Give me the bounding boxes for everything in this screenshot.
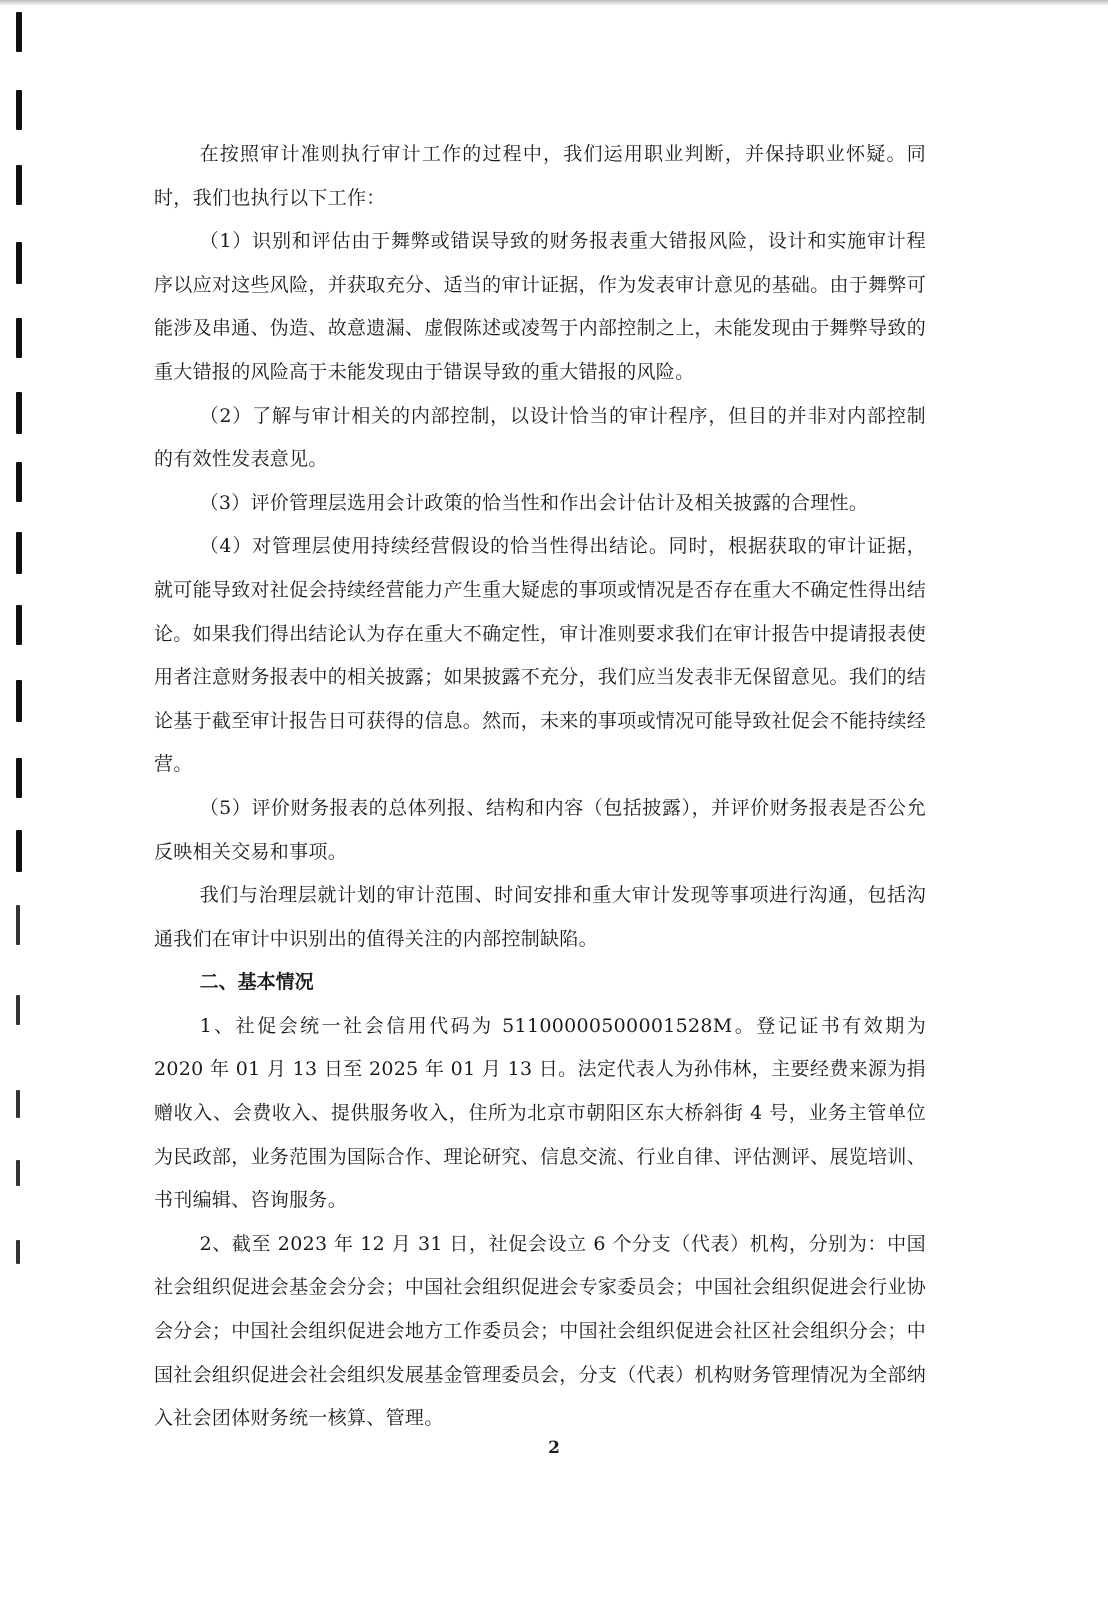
binding-mark [16,905,20,945]
paragraph-communication: 我们与治理层就计划的审计范围、时间安排和重大审计发现等事项进行沟通，包括沟通我们在审计中识别出的值得关注的内部控制缺陷。 [154,884,926,950]
binding-mark [16,758,22,798]
scan-top-edge [0,0,1108,6]
paragraph-item-3: （3）评价管理层选用会计政策的恰当性和作出会计估计及相关披露的合理性。 [199,491,869,514]
binding-mark [16,1240,20,1264]
paragraph-intro: 在按照审计准则执行审计工作的过程中，我们运用职业判断，并保持职业怀疑。同时，我们也执行以下工作： [154,143,926,209]
paragraph-item-5: （5）评价财务报表的总体列报、结构和内容（包括披露），并评价财务报表是否公允反映相关交易和事项。 [154,796,926,863]
binding-mark [16,532,22,574]
document-body [154,133,926,1441]
section-heading: 二、基本情况 [199,971,314,994]
paragraph-basic-info-2: 2、截至 2023 年 12 月 31 日，社促会设立 6 个分支（代表）机构，分别为：中国社会组织促进会基金会分会；中国社会组织促进会专家委员会；中国社会组织促进会行业协会分会；中国社会组织促进会地方工作委员会；中国社会组织促进会社区社会组织分会；中国社会组织促进会社会组织发展基金管理委员会，分支（代表）机构财务管理情况为全部纳入社会团体财务统一核算、管理。 [154,1232,927,1430]
binding-mark [16,242,22,284]
paragraph-item-2: （2）了解与审计相关的内部控制，以设计恰当的审计程序，但目的并非对内部控制的有效性发表意见。 [154,404,926,471]
page-number: 2 [548,1438,560,1458]
binding-mark [16,1160,20,1186]
binding-mark [16,462,22,502]
paragraph-basic-info-1: 1、社促会统一社会信用代码为 51100000500001528M。登记证书有效期为 2020 年 01 月 13 日至 2025 年 01 月 13 日。法定代表人为孙伟林，主要经费来源为捐赠收入、会费收入、提供服务收入，住所为北京市朝阳区东大桥斜街 4 号，业务主管单位为民政部，业务范围为国际合作、理论研究、信息交流、行业自律、评估测评、展览培训、书刊编辑、咨询服务。 [154,1014,927,1212]
binding-mark [16,680,22,722]
binding-mark [16,165,22,205]
paragraph-item-4: （4）对管理层使用持续经营假设的恰当性得出结论。同时，根据获取的审计证据，就可能导致对社促会持续经营能力产生重大疑虑的事项或情况是否存在重大不确定性得出结论。如果我们得出结论认为存在重大不确定性，审计准则要求我们在审计报告中提请报表使用者注意财务报表中的相关披露；如果披露不充分，我们应当发表非无保留意见。我们的结论基于截至审计报告日可获得的信息。然而，未来的事项或情况可能导致社促会不能持续经营。 [154,535,927,776]
binding-mark [16,605,22,645]
paragraph-item-1: （1）识别和评估由于舞弊或错误导致的财务报表重大错报风险，设计和实施审计程序以应对这些风险，并获取充分、适当的审计证据，作为发表审计意见的基础。由于舞弊可能涉及串通、伪造、故意遗漏、虚假陈述或凌驾于内部控制之上，未能发现由于舞弊导致的重大错报的风险高于未能发现由于错误导致的重大错报的风险。 [154,230,927,383]
binding-mark [16,995,20,1025]
binding-mark [16,830,22,872]
binding-mark [16,392,22,434]
binding-mark [16,1090,20,1118]
binding-mark [16,12,22,52]
binding-mark [16,90,22,130]
binding-mark [16,318,22,358]
